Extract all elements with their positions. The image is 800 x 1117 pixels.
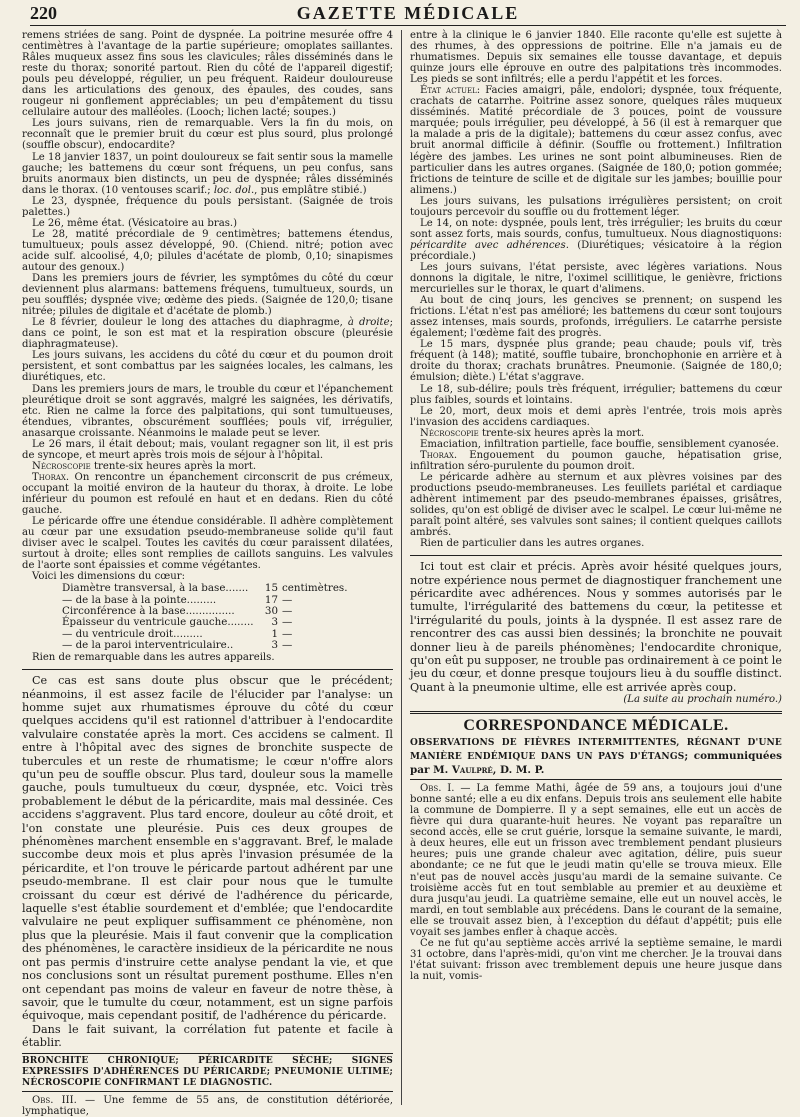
dimensions-table xyxy=(62,583,352,651)
dimension-row xyxy=(62,617,352,628)
paragraph: Rien de remarquable dans les autres appareils. xyxy=(32,652,275,664)
paragraph: Les jours suivans, les accidens du côté du cœur et du poumon droit persistent, et sont combattus par les saignées locales, les calmans, les diurétiques, etc. xyxy=(22,350,393,384)
paragraph: Ce cas est sans doute plus obscur que le précédent; néanmoins, il est assez facile de l'élucider par l'analyse: un homme sujet aux rhumatismes éprouve du côté du cœur quelques accidens qu'il est rationnel d'attribuer à l'endocardite valvulaire constatée après la mort. Ces accidens se calment. Il entre à l'hôpital avec des signes de bronchite suspecte de tubercules et un reste de rhumatisme; le cœur n'offre alors qu'un peu de souffle obscur. Plus tard, douleur sous la mamelle gauche, pouls tumultueux du cœur, dyspnée, etc. Voici très probablement le début de la péricardite, mais mal dessinée. Ces accidens s'aggravent. Plus tard encore, douleur au côté droit, et l'on constate une pleurésie. Puis ces deux groupes de phénomènes marchent ensemble en s'aggravant. Bref, le malade succombe deux mois et plus après l'invasion présumée de la péricardite, et l'on trouve le péricarde partout adhérent par une pseudo-membrane. Il est clair pour nous que le tumulte croissant du cœur est dérivé de l'adhérence du péricarde, laquelle s'est établie sourdement et d'emblée; que l'endocardite valvulaire ne peut expliquer suffisamment ce phénomène, non plus que la pleurésie. Mais il faut convenir que la complication des phénomènes, le caractère insidieux de la péricardite ne nous ont pas permis d'instruire cette analyse pendant la vie, et que nos conclusions sont un résultat purement posthume. Elles n'en ont cependant pas moins de valeur en faveur de notre thèse, à savoir, que le tumulte du cœur, notamment, est un signe parfois équivoque, mais cependant positif, de l'adhérence du péricarde. xyxy=(22,674,393,1023)
section-label: Obs. III. xyxy=(32,1094,77,1106)
paragraph: Emaciation, infiltration partielle, face bouffie, sensiblement cyanosée. xyxy=(420,438,779,450)
paragraph xyxy=(410,783,782,938)
paragraph: Dans les premiers jours de mars, le trouble du cœur et l'épanchement pleurétique droit se sont aggravés, malgré les saignées, les dérivatifs, etc. Rien ne calme la force des palpitations, qui sont tumultueuses, étendues, vibrantes, obscurément soufflées; pouls vif, irrégulier, anasarque croissante. Néanmoins le malade peut se lever. xyxy=(22,383,393,439)
paragraph xyxy=(410,85,782,195)
paragraph xyxy=(22,461,393,472)
paragraph: Le 26, même état. (Vésicatoire au bras.) xyxy=(32,217,238,229)
author-name: Vaulpré xyxy=(451,763,493,776)
dimension-label: Diamètre transversal, à la base....... xyxy=(62,582,249,595)
paragraph: Le 18, sub-délire; pouls très fréquent, irrégulier; battemens du cœur plus faibles, sourds et lointains. xyxy=(410,383,782,406)
dimension-value: 1 xyxy=(271,627,278,640)
separator-rule xyxy=(410,711,782,714)
text-run: Le 18 janvier 1837, un point douloureux se fait sentir sous la mamelle gauche; les battemens du cœur sont fréquens, un peu confus, sans bruits anormaux bien distincts, un peu de dyspnée; râles disséminés dans le thorax. (10 ventouses scarif.; xyxy=(22,151,393,196)
paragraph: Voici les dimensions du cœur: xyxy=(32,571,185,583)
left-column xyxy=(22,30,393,1117)
paragraph xyxy=(410,218,782,262)
text-run: , pus emplâtre stibié.) xyxy=(254,184,367,196)
paragraph xyxy=(22,1095,393,1117)
paragraph xyxy=(22,317,393,350)
text-run: . (Diurétiques; vésicatoire à la région précordiale.) xyxy=(410,239,782,262)
dimension-unit: — xyxy=(282,627,293,640)
dimension-unit: — xyxy=(282,593,293,606)
text-run-italic: à droite xyxy=(347,317,390,329)
dimension-label: — de la base à la pointe......... xyxy=(62,593,217,606)
paragraph xyxy=(410,428,782,439)
dimension-label: — de la paroi interventriculaire.. xyxy=(62,638,234,651)
dimension-unit: centimètres. xyxy=(282,582,348,595)
paragraph: Le péricarde offre une étendue considérable. Il adhère complètement au cœur par une exsudation pseudo-membraneuse solide qu'il faut diviser avec le scalpel. Toutes les cavités du cœur paraissent dilatées, surtout à droite; elles sont remplies de caillots sanguins. Les valvules de l'aorte sont épaissies et comme végétantes. xyxy=(22,516,393,572)
section-title: CORRESPONDANCE MÉDICALE. xyxy=(463,717,729,735)
paragraph xyxy=(22,472,393,516)
text-run: — La femme Mathi, âgée de 59 ans, a toujours joui d'une bonne santé; elle a eu dix enfans. Depuis trois ans seulement elle habite la commune de Dompierre. Il y a sept semaines, elle eut un accès de fièvre qui dura quarante-huit heures. Ne voyant pas reparaître un second accès, elle se crut guérie, lorsque la semaine suivante, le mardi, à deux heures, elle eut un frisson avec tremblement pendant plusieurs heures; puis une grande chaleur avec agitation, délire, puis sueur abondante; ce ne fut que le jeudi matin qu'elle se trouva mieux. Elle n'eut pas de nouvel accès jusqu'au mardi de la semaine suivante. Ce troisième accès fut en tout semblable au premier et au deuxième et dura jusqu'au jeudi. La quatrième semaine, elle eut un nouvel accès, le mardi, en tout semblable aux précédens. Dans le courant de la semaine, elle se trouvait assez bien, à l'exception du défaut d'appétit; puis elle voyait ses jambes enfler à chaque accès. xyxy=(410,783,783,938)
dimension-unit: — xyxy=(282,604,293,617)
paragraph: Le 26 mars, il était debout; mais, voulant regagner son lit, il est pris de syncope, et meurt après trois mois de séjour à l'hôpital. xyxy=(22,438,393,461)
text-run: : Facies amaigri, pâle, endolori; dyspnée, toux fréquente, crachats de catarrhe. Poitrine assez sonore, quelques râles muqueux disséminés. Matité précordiale de 3 pouces, point de voussure marquée; pouls irrégulier, peu développé, à 56 (il est à remarquer que la malade a pris de la digitale); battemens du cœur assez confus, avec bruit anormal difficile à définir. (Souffle ou frottement.) Infiltration légère des jambes. Les urines ne sont point albumineuses. Rien de particulier dans les autres organes. (Saignée de 180,0; potion gommée; frictions de teinture de scille et de digitale sur les jambes; bouillie pour alimens.) xyxy=(410,85,782,196)
paragraph: Le péricarde adhère au sternum et aux plèvres voisines par des productions pseudo-membraneuses. Les feuillets pariétal et cardiaque adhèrent intimement par des pseudo-membranes épaisses, grisâtres, solides, qu'on est obligé de diviser avec le scalpel. Le cœur lui-même ne paraît point altéré, ses valvules sont saines; il contient quelques caillots ambrés. xyxy=(410,471,782,539)
text-run: trente-six heures après la mort. xyxy=(478,427,645,439)
separator-rule xyxy=(22,669,393,670)
text-run: trente-six heures après la mort. xyxy=(90,460,257,472)
continuation-note: (La suite au prochain numéro.) xyxy=(623,694,782,706)
dimension-value: 3 xyxy=(271,616,278,629)
section-label: Nécroscopie xyxy=(32,460,91,472)
paragraph: Ici tout est clair et précis. Après avoir hésité quelques jours, notre expérience nous permet de diagnostiquer franchement une péricardite avec adhérences. Nous y sommes autorisés par le tumulte, l'irrégularité des battemens du cœur, la petitesse et l'irrégularité du pouls, joints à la dyspnée. Il est assez rare de rencontrer des cas aussi bien dessinés; la bronchite ne pouvait donner lieu à de pareils phénomènes; l'endocardite chronique, qu'on eût pu supposer, ne trouble pas ordinairement à ce point le jeu du cœur, et donne presque toujours lieu à du souffle distinct. Quant à la pneumonie ultime, elle est arrivée après coup. xyxy=(410,560,782,694)
dimension-value: 30 xyxy=(264,604,278,617)
journal-title: GAZETTE MÉDICALE xyxy=(296,3,520,23)
separator-rule xyxy=(22,1053,393,1054)
right-column xyxy=(410,30,782,1105)
dimension-row xyxy=(62,583,352,594)
text-run: ; dans ce point, le son est mat et la respiration obscure (pleurésie diaphragmateuse). xyxy=(22,317,393,351)
dimension-unit: — xyxy=(282,638,293,651)
section-label: Obs. I. xyxy=(420,783,455,795)
section-label: Thorax. xyxy=(420,449,458,461)
paragraph: Ce ne fut qu'au septième accès arrivé la septième semaine, le mardi 31 octobre, dans l'après-midi, qu'on vint me chercher. Je la trouvai dans l'état suivant: frisson avec tremblement depuis une heure jusque dans la nuit, vomis- xyxy=(410,937,782,982)
page-header xyxy=(30,3,786,26)
article-title xyxy=(410,736,782,776)
case-heading: BRONCHITE CHRONIQUE; PÉRICARDITE SÈCHE; SIGNES EXPRESSIFS D'ADHÉRENCES DU PÉRICARDE; PNEUMONIE ULTIME; NÉCROSCOPIE CONFIRMANT LE DIAGNOSTIC. xyxy=(22,1055,393,1088)
page-number: 220 xyxy=(30,3,57,23)
title-run: OBSERVATIONS DE FIÈVRES INTERMITTENTES, RÉGNANT D'UNE MANIÈRE ENDÉMIQUE DANS UN PAYS D'ÉTANGS xyxy=(410,738,782,762)
section-label: Thorax. xyxy=(32,471,70,483)
dimension-value: 17 xyxy=(264,593,278,606)
text-run: — Une femme de 55 ans, de constitution détériorée, lymphatique, xyxy=(22,1094,393,1117)
section-label: Nécroscopie xyxy=(420,427,479,439)
separator-rule xyxy=(410,779,782,780)
text-run: Le 14, on note: dyspnée, pouls lent, très irrégulier; les bruits du cœur sont assez forts, mais sourds, confus, tumultueux. Nous diagnostiquons: xyxy=(410,217,782,240)
column-divider xyxy=(401,30,402,1105)
paragraph: Les jours suivans, rien de remarquable. Vers la fin du mois, on reconnaît que le premier bruit du cœur est plus sourd, plus prolongé (souffle obscur), endocardite? xyxy=(22,118,393,152)
title-run: ; communiquées par M. xyxy=(410,749,782,776)
text-run-italic: loc. dol. xyxy=(213,184,255,196)
paragraph xyxy=(22,152,393,196)
dimension-label: Circonférence à la base............... xyxy=(62,604,235,617)
paragraph: entre à la clinique le 6 janvier 1840. Elle raconte qu'elle est sujette à des rhumes, à des oppressions de poitrine. Elle n'a jamais eu de rhumatismes. Depuis six semaines elle tousse davantage, et depuis quinze jours elle éprouve en outre des palpitations très incommodes. Les pieds se sont infiltrés; elle a perdu l'appétit et les forces. xyxy=(410,30,782,86)
paragraph: Rien de particulier dans les autres organes. xyxy=(420,538,645,550)
paragraph: Dans les premiers jours de février, les symptômes du côté du cœur deviennent plus alarmans: battemens fréquens, tumultueux, sourds, un peu soufflés; dyspnée vive; œdème des pieds. (Saignée de 120,0; tisane nitrée; pilules de digitale et d'acétate de plomb.) xyxy=(22,273,393,318)
paragraph: Le 20, mort, deux mois et demi après l'entrée, trois mois après l'invasion des accidens cardiaques. xyxy=(410,405,782,428)
paragraph: Le 23, dyspnée, fréquence du pouls persistant. (Saignée de trois palettes.) xyxy=(22,195,393,218)
separator-rule xyxy=(22,1091,393,1092)
section-label: État actuel xyxy=(420,85,477,97)
dimension-unit: — xyxy=(282,616,293,629)
paragraph: Dans le fait suivant, la corrélation fut patente et facile à établir. xyxy=(22,1022,393,1050)
text-run: Engouement du poumon gauche, hépatisation grise, infiltration séro-purulente du poumon droit. xyxy=(410,449,782,472)
dimension-value: 3 xyxy=(271,638,278,651)
separator-rule xyxy=(410,555,782,556)
paragraph xyxy=(410,450,782,472)
text-run: Le 8 février, douleur le long des attaches du diaphragme, xyxy=(32,317,348,329)
dimension-row xyxy=(62,640,352,651)
paragraph: Les jours suivans, les pulsations irrégulières persistent; on croit toujours percevoir du souffle ou du frottement léger. xyxy=(410,195,782,218)
title-run: , D. M. P. xyxy=(492,763,545,776)
paragraph: remens striées de sang. Point de dyspnée. La poitrine mesurée offre 4 centimètres à l'avantage de la partie supérieure; omoplates saillantes. Râles muqueux assez fins sous les clavicules; râles disséminés dans le reste du thorax; sonorité partout. Rien du côté de l'appareil digestif; pouls peu développé, régulier, un peu fréquent. Raideur douloureuse dans les articulations des genoux, des épaules, des coudes, sans rougeur ni gonflement appréciables; un peu d'empâtement du tissu cellulaire autour des malléoles. (Looch; lichen lacté; soupes.) xyxy=(22,30,393,119)
dimension-value: 15 xyxy=(264,582,278,595)
paragraph: Au bout de cinq jours, les gencives se prennent; on suspend les frictions. L'état n'est pas amélioré; les battemens du cœur sont toujours assez intenses, mais sourds, profonds, irréguliers. Le catarrhe persiste également; l'œdème fait des progrès. xyxy=(410,295,782,340)
text-run: On rencontre un épanchement circonscrit de pus crémeux, occupant la moitié environ de la hauteur du thorax, à droite. Le lobe inférieur du poumon est refoulé en haut et en dedans. Rien du côté gauche. xyxy=(22,471,393,517)
paragraph: Le 28, matité précordiale de 9 centimètres; battemens étendus, tumultueux; pouls assez développé, 90. (Chiend. nitré; potion avec acide sulf. alcoolisé, 4,0; pilules d'acétate de plomb, 0,10; sinapismes autour des genoux.) xyxy=(22,228,393,273)
dimension-label: — du ventricule droit......... xyxy=(62,627,203,640)
paragraph: Le 15 mars, dyspnée plus grande; peau chaude; pouls vif, très fréquent (à 148); matité, souffle tubaire, bronchophonie en arrière et à droite du thorax; crachats brunâtres. Pneumonie. (Saignée de 180,0; émulsion; diète.) L'état s'aggrave. xyxy=(410,339,782,384)
paragraph: Les jours suivans, l'état persiste, avec légères variations. Nous donnons la digitale, le nitre, l'oximel scillitique, le genièvre, frictions mercurielles sur le thorax, le quart d'alimens. xyxy=(410,261,782,296)
dimension-label: Épaisseur du ventricule gauche........ xyxy=(62,616,254,629)
text-run-italic: péricardite avec adhérences xyxy=(410,239,566,251)
